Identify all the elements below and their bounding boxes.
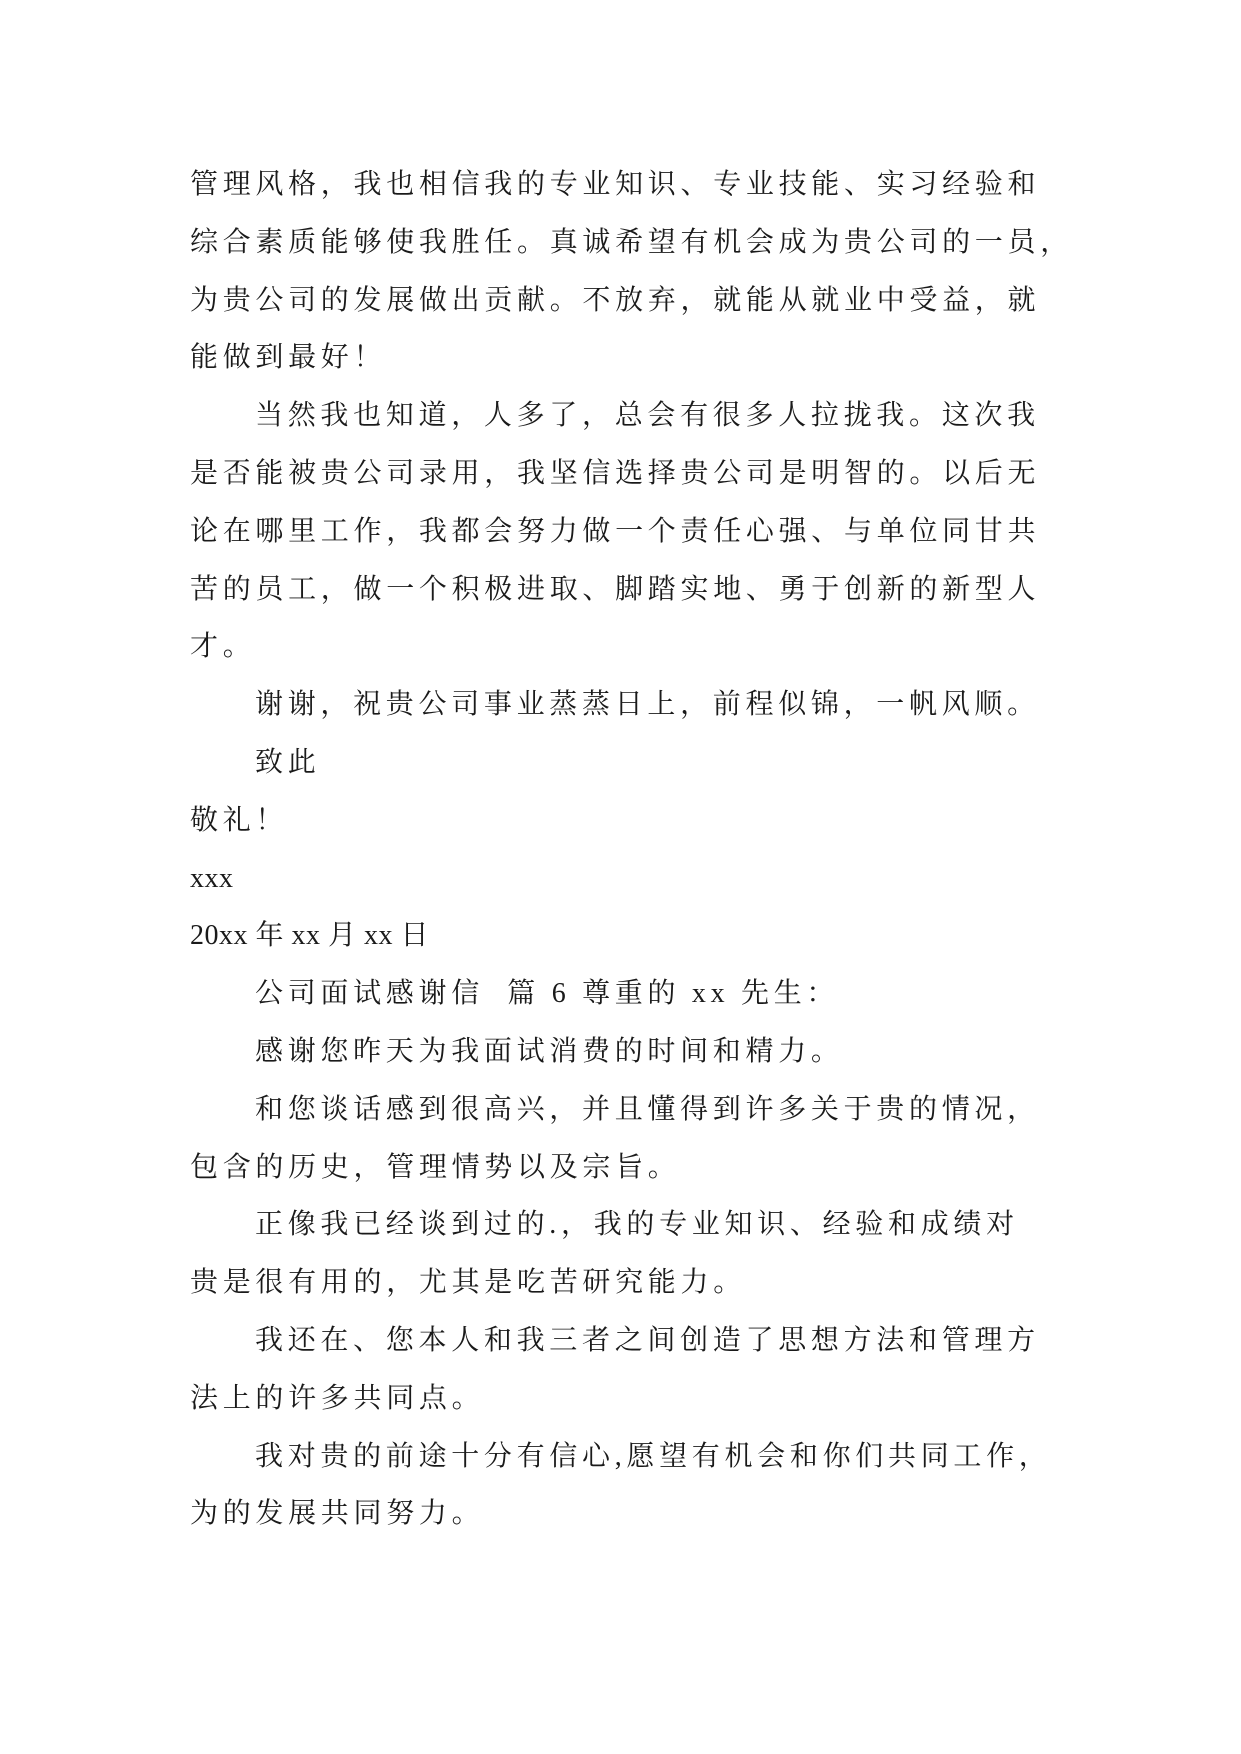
text-line: 法上的许多共同点。 [190,1382,485,1414]
paragraph-first-line: 我还在、您本人和我三者之间创造了思想方法和管理方 [255,1324,1040,1356]
letter-heading: 公司面试感谢信 篇 6 尊重的 xx 先生： [255,978,840,1010]
paragraph-first-line: 正像我已经谈到过的.，我的专业知识、经验和成绩对 [255,1209,1019,1241]
salutation-regards: 敬礼！ [190,804,289,836]
text-line: 论在哪里工作，我都会努力做一个责任心强、与单位同甘共 [190,515,1041,547]
text-line: 能做到最好！ [190,342,387,374]
signature-name: xxx [190,862,234,894]
text-line: 是否能被贵公司录用，我坚信选择贵公司是明智的。以后无 [190,457,1041,489]
signature-date: 20xx 年 xx 月 xx 日 [190,920,430,952]
text-line: 包含的历史，管理情势以及宗旨。 [190,1151,681,1183]
text-line: 综合素质能够使我胜任。真诚希望有机会成为贵公司的一员， [190,226,1073,258]
salutation-closing: 致此 [255,746,321,778]
text-line: 为贵公司的发展做出贡献。不放弃，就能从就业中受益，就 [190,284,1041,316]
text-line: 苦的员工，做一个积极进取、脚踏实地、勇于创新的新型人 [190,573,1041,605]
text-line: 为的发展共同努力。 [190,1498,485,1530]
text-line: 管理风格，我也相信我的专业知识、专业技能、实习经验和 [190,169,1041,200]
closing-wishes: 谢谢，祝贵公司事业蒸蒸日上，前程似锦，一帆风顺。 [255,689,1040,721]
paragraph-first-line: 我对贵的前途十分有信心,愿望有机会和你们共同工作， [255,1440,1052,1472]
text-line: 贵是很有用的，尤其是吃苦研究能力。 [190,1267,746,1299]
text-line: 才。 [190,631,256,663]
paragraph-first-line: 当然我也知道，人多了，总会有很多人拉拢我。这次我 [255,400,1040,432]
paragraph-first-line: 感谢您昨天为我面试消费的时间和精力。 [255,1035,844,1067]
paragraph-first-line: 和您谈话感到很高兴，并且懂得到许多关于贵的情况， [255,1093,1040,1125]
